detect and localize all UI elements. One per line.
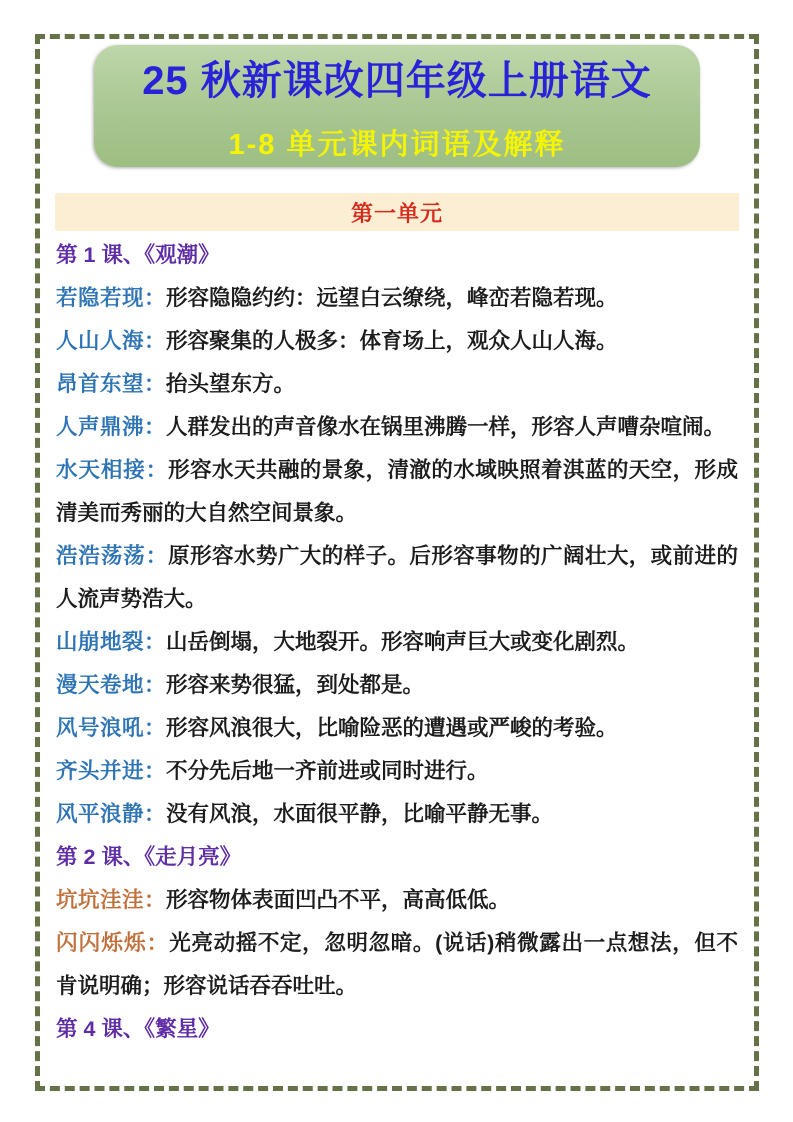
document-title: 25 秋新课改四年级上册语文 bbox=[142, 59, 652, 103]
vocab-entry bbox=[56, 320, 738, 363]
vocab-term: 昂首东望： bbox=[56, 372, 167, 396]
vocab-definition: 形容物体表面凹凸不平，高高低低。 bbox=[166, 888, 511, 912]
lesson-heading: 第 2 课、《走月亮》 bbox=[56, 845, 242, 869]
vocab-entry bbox=[56, 406, 738, 449]
vocab-definition: 形容聚集的人极多：体育场上，观众人山人海。 bbox=[166, 329, 618, 353]
unit-banner bbox=[55, 193, 739, 231]
vocab-list bbox=[56, 234, 738, 1051]
vocab-term: 若隐若现： bbox=[56, 286, 167, 310]
vocab-entry bbox=[56, 922, 738, 1008]
vocab-entry bbox=[56, 793, 738, 836]
dashed-border-frame bbox=[35, 34, 759, 1091]
vocab-definition: 形容隐隐约约：远望白云缭绕，峰峦若隐若现。 bbox=[166, 286, 618, 310]
lesson-heading: 第 4 课、《繁星》 bbox=[56, 1017, 220, 1041]
vocab-definition: 人群发出的声音像水在锅里沸腾一样，形容人声嘈杂喧闹。 bbox=[166, 415, 726, 439]
lesson-heading: 第 1 课、《观潮》 bbox=[56, 243, 220, 267]
vocab-term: 漫天卷地： bbox=[56, 673, 167, 697]
vocab-definition: 不分先后地一齐前进或同时进行。 bbox=[166, 759, 489, 783]
vocab-term: 闪闪烁烁： bbox=[56, 931, 170, 955]
vocab-entry bbox=[56, 707, 738, 750]
vocab-term: 人声鼎沸： bbox=[56, 415, 167, 439]
vocab-entry bbox=[56, 277, 738, 320]
vocab-definition: 形容来势很猛，到处都是。 bbox=[166, 673, 425, 697]
vocab-entry bbox=[56, 621, 738, 664]
vocab-definition: 光亮动摇不定，忽明忽暗。(说话)稍微露出一点想法，但不肯说明确；形容说话吞吞吐吐。 bbox=[56, 931, 738, 998]
vocab-definition: 抬头望东方。 bbox=[166, 372, 296, 396]
vocab-definition: 原形容水势广大的样子。后形容事物的广阔壮大，或前进的人流声势浩大。 bbox=[56, 544, 738, 611]
vocab-term: 山崩地裂： bbox=[56, 630, 167, 654]
header-box bbox=[94, 45, 700, 167]
vocab-term: 风平浪静： bbox=[56, 802, 167, 826]
vocab-entry bbox=[56, 750, 738, 793]
vocab-term: 风号浪吼： bbox=[56, 716, 167, 740]
vocab-definition: 形容水天共融的景象，清澈的水域映照着淇蓝的天空，形成清美而秀丽的大自然空间景象。 bbox=[56, 458, 738, 525]
vocab-entry bbox=[56, 535, 738, 621]
document-subtitle: 1-8 单元课内词语及解释 bbox=[228, 129, 566, 161]
vocab-entry bbox=[56, 879, 738, 922]
vocab-term: 浩浩荡荡： bbox=[56, 544, 169, 568]
unit-title: 第一单元 bbox=[350, 200, 443, 226]
vocab-term: 坑坑洼洼： bbox=[56, 888, 167, 912]
vocab-definition: 山岳倒塌，大地裂开。形容响声巨大或变化剧烈。 bbox=[166, 630, 640, 654]
vocab-term: 水天相接： bbox=[56, 458, 169, 482]
vocab-definition: 形容风浪很大，比喻险恶的遭遇或严峻的考验。 bbox=[166, 716, 618, 740]
vocab-entry bbox=[56, 449, 738, 535]
vocab-definition: 没有风浪，水面很平静，比喻平静无事。 bbox=[166, 802, 554, 826]
vocab-term: 人山人海： bbox=[56, 329, 167, 353]
vocab-term: 齐头并进： bbox=[56, 759, 167, 783]
vocab-entry bbox=[56, 363, 738, 406]
vocab-entry bbox=[56, 664, 738, 707]
